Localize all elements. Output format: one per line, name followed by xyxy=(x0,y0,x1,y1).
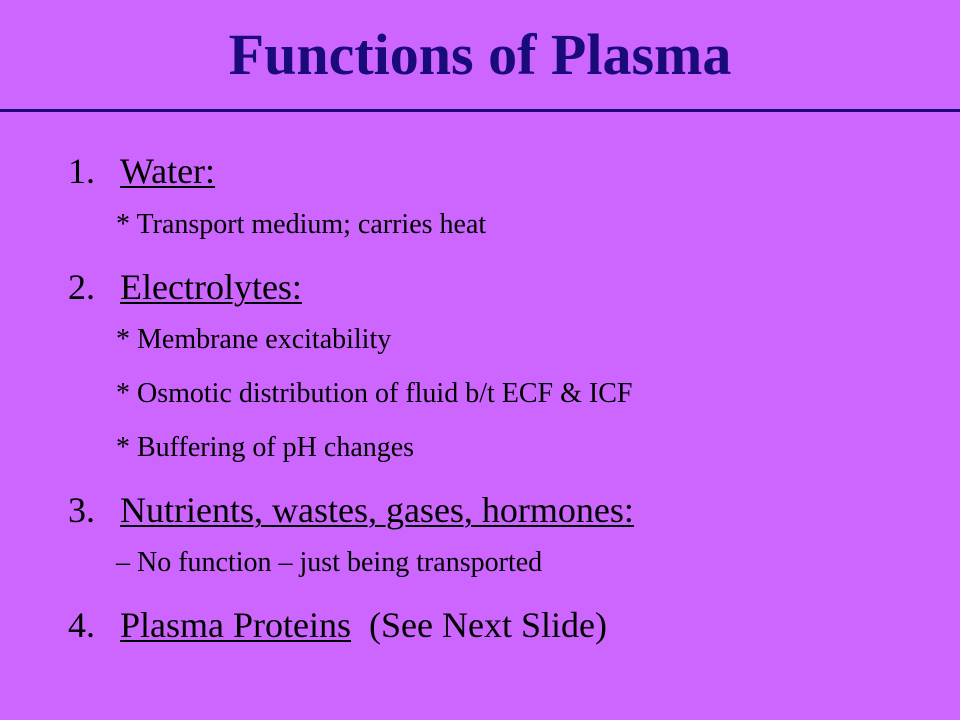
item-heading: Nutrients, wastes, gases, hormones: xyxy=(120,490,634,530)
slide-title: Functions of Plasma xyxy=(228,22,732,87)
sub-item: * Membrane excitability xyxy=(116,324,392,355)
list-item-nutrients xyxy=(68,489,634,531)
item-number: 4. xyxy=(68,605,95,645)
item-heading: Water: xyxy=(120,151,216,191)
title-divider xyxy=(0,109,960,112)
sub-item: * Osmotic distribution of fluid b/t ECF & ICF xyxy=(116,378,633,409)
list-item-water xyxy=(68,150,215,192)
item-number: 1. xyxy=(68,151,95,191)
item-number: 2. xyxy=(68,267,95,307)
item-heading: Plasma Proteins xyxy=(120,605,351,645)
item-heading: Electrolytes: xyxy=(120,267,302,307)
list-item-plasma-proteins xyxy=(68,604,607,646)
list-item-electrolytes xyxy=(68,266,302,308)
sub-item: * Transport medium; carries heat xyxy=(116,209,487,240)
item-number: 3. xyxy=(68,490,95,530)
item-note: (See Next Slide) xyxy=(369,605,607,645)
sub-item: * Buffering of pH changes xyxy=(116,432,415,463)
sub-item: – No function – just being transported xyxy=(116,547,543,578)
